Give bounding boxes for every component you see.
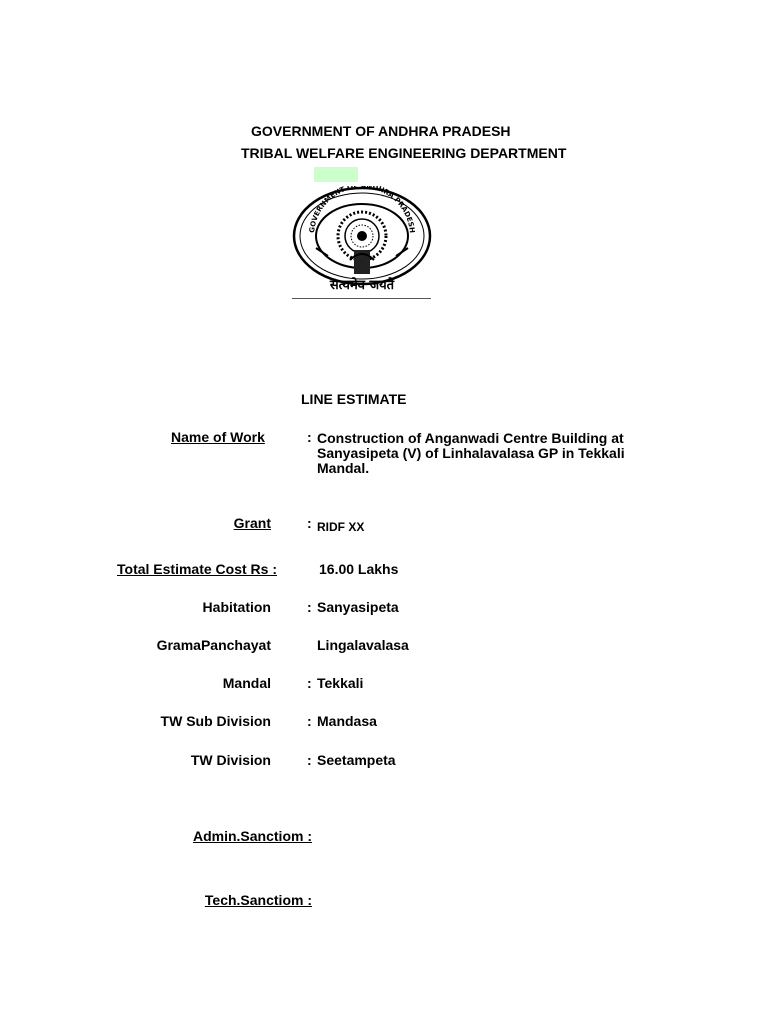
grama-panchayat-label: GramaPanchayat (156, 637, 271, 653)
total-cost-value: 16.00 Lakhs (319, 561, 399, 577)
tech-sanction-label: Tech.Sanctiom : (204, 892, 312, 908)
mandal-value: Tekkali (317, 675, 364, 691)
mandal-label: Mandal (222, 675, 271, 691)
grant-label: Grant (233, 515, 271, 531)
name-of-work-value: Construction of Anganwadi Centre Building at Sanyasipeta (V) of Linhalavalasa GP in Tekkali Mandal. (317, 430, 625, 476)
total-cost-label: Total Estimate Cost Rs : (117, 561, 277, 577)
tw-sub-division-value: Mandasa (317, 713, 377, 729)
tw-division-label: TW Division (190, 752, 271, 768)
grant-value: RIDF XX (317, 520, 365, 534)
colon: : (307, 675, 312, 691)
header-line-1: GOVERNMENT OF ANDHRA PRADESH (251, 123, 511, 139)
colon: : (307, 713, 312, 729)
habitation-value: Sanyasipeta (317, 599, 399, 615)
colon: : (307, 515, 312, 531)
document-title: LINE ESTIMATE (301, 391, 407, 407)
highlight-mark (314, 167, 358, 182)
colon: : (307, 752, 312, 768)
colon: : (307, 429, 312, 445)
seal-ring-text: GOVERNMENT OF ANDHRA PRADESH (308, 186, 416, 234)
admin-sanction-label: Admin.Sanctiom : (192, 828, 312, 844)
tw-sub-division-label: TW Sub Division (160, 713, 271, 729)
state-emblem-icon (292, 186, 432, 294)
grama-panchayat-value: Lingalavalasa (317, 637, 409, 653)
seal-underline (292, 298, 431, 299)
tw-division-value: Seetampeta (317, 752, 396, 768)
state-emblem-seal (292, 186, 432, 294)
seal-motto: सत्यमेव जयते (329, 278, 395, 293)
header-line-2: TRIBAL WELFARE ENGINEERING DEPARTMENT (241, 145, 567, 161)
colon: : (307, 599, 312, 615)
name-of-work-label: Name of Work (171, 429, 265, 445)
habitation-label: Habitation (202, 599, 271, 615)
